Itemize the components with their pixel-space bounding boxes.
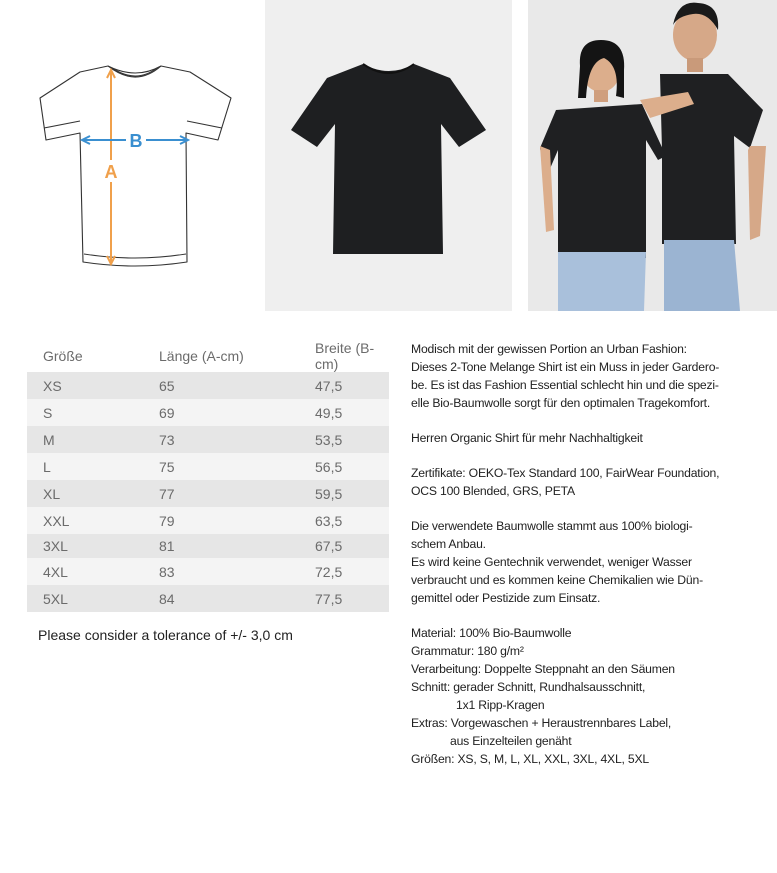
models-wearing-shirts	[528, 0, 777, 311]
header-size: Größe	[43, 348, 83, 364]
table-row	[27, 399, 389, 426]
table-row	[27, 534, 389, 558]
cotton-line: verbraucht und es kommen keine Chemikalien wie Dün-	[411, 573, 703, 587]
table-row	[27, 426, 389, 453]
grammatur-line: Grammatur: 180 g/m²	[411, 644, 524, 658]
tolerance-note: Please consider a tolerance of +/- 3,0 cm	[38, 627, 293, 643]
intro-line: Modisch mit der gewissen Portion an Urban Fashion:	[411, 342, 687, 356]
cotton-line: gemittel oder Pestizide zum Einsatz.	[411, 591, 601, 605]
length-cell: 77	[143, 480, 299, 507]
cotton-line: Es wird keine Gentechnik verwendet, weniger Wasser	[411, 555, 692, 569]
certs-line: OCS 100 Blended, GRS, PETA	[411, 484, 575, 498]
length-cell: 65	[143, 372, 299, 399]
table-row	[27, 480, 389, 507]
size-cell: XS	[27, 372, 143, 399]
header-width: Breite (B-cm)	[315, 340, 375, 372]
size-cell: 4XL	[27, 558, 143, 585]
length-cell: 73	[143, 426, 299, 453]
length-cell: 81	[143, 534, 299, 558]
length-cell: 84	[143, 585, 299, 612]
width-cell: 72,5	[299, 558, 389, 585]
table-row	[27, 507, 389, 534]
cotton-line: Die verwendete Baumwolle stammt aus 100% biologi-	[411, 519, 693, 533]
width-cell: 56,5	[299, 453, 389, 480]
sizes-line: Größen: XS, S, M, L, XL, XXL, 3XL, 4XL, 5XL	[411, 752, 649, 766]
table-row	[27, 372, 389, 399]
width-cell: 63,5	[299, 507, 389, 534]
width-cell: 59,5	[299, 480, 389, 507]
size-cell: S	[27, 399, 143, 426]
models-photo	[528, 0, 777, 311]
product-description	[411, 340, 751, 768]
intro-line: Dieses 2-Tone Melange Shirt ist ein Muss in jeder Gardero-	[411, 360, 720, 374]
label-a: A	[104, 162, 118, 182]
cotton-line: schem Anbau.	[411, 537, 486, 551]
size-cell: L	[27, 453, 143, 480]
width-cell: 49,5	[299, 399, 389, 426]
intro-line: be. Es ist das Fashion Essential schlecht hin und die spezi-	[411, 378, 719, 392]
size-cell: XL	[27, 480, 143, 507]
width-cell: 67,5	[299, 534, 389, 558]
table-row	[27, 453, 389, 480]
product-shirt-image	[265, 0, 512, 311]
tshirt-outline-diagram	[0, 0, 262, 311]
width-cell: 77,5	[299, 585, 389, 612]
black-tshirt-photo	[265, 0, 512, 311]
schnitt-line: Schnitt: gerader Schnitt, Rundhalsausschnitt,	[411, 680, 646, 694]
size-cell: XXL	[27, 507, 143, 534]
material-line: Material: 100% Bio-Baumwolle	[411, 626, 572, 640]
certs-line: Zertifikate: OEKO-Tex Standard 100, FairWear Foundation,	[411, 466, 720, 480]
intro-line: elle Bio-Baumwolle sorgt für den optimalen Tragekomfort.	[411, 396, 711, 410]
label-b: B	[129, 131, 143, 151]
length-cell: 83	[143, 558, 299, 585]
extras-continuation: aus Einzelteilen genäht	[450, 734, 572, 748]
verarbeitung-line: Verarbeitung: Doppelte Steppnaht an den Säumen	[411, 662, 675, 676]
length-cell: 75	[143, 453, 299, 480]
size-cell: M	[27, 426, 143, 453]
size-table	[27, 340, 389, 612]
extras-line: Extras: Vorgewaschen + Heraustrennbares Label,	[411, 716, 672, 730]
headline: Herren Organic Shirt für mehr Nachhaltigkeit	[411, 431, 643, 445]
table-row	[27, 558, 389, 585]
size-table-header	[27, 340, 389, 372]
size-diagram-image	[0, 0, 262, 311]
width-cell: 53,5	[299, 426, 389, 453]
header-length: Länge (A-cm)	[159, 348, 244, 364]
schnitt-continuation: 1x1 Ripp-Kragen	[456, 698, 545, 712]
width-cell: 47,5	[299, 372, 389, 399]
length-cell: 79	[143, 507, 299, 534]
length-cell: 69	[143, 399, 299, 426]
size-cell: 3XL	[27, 534, 143, 558]
size-cell: 5XL	[27, 585, 143, 612]
table-row	[27, 585, 389, 612]
